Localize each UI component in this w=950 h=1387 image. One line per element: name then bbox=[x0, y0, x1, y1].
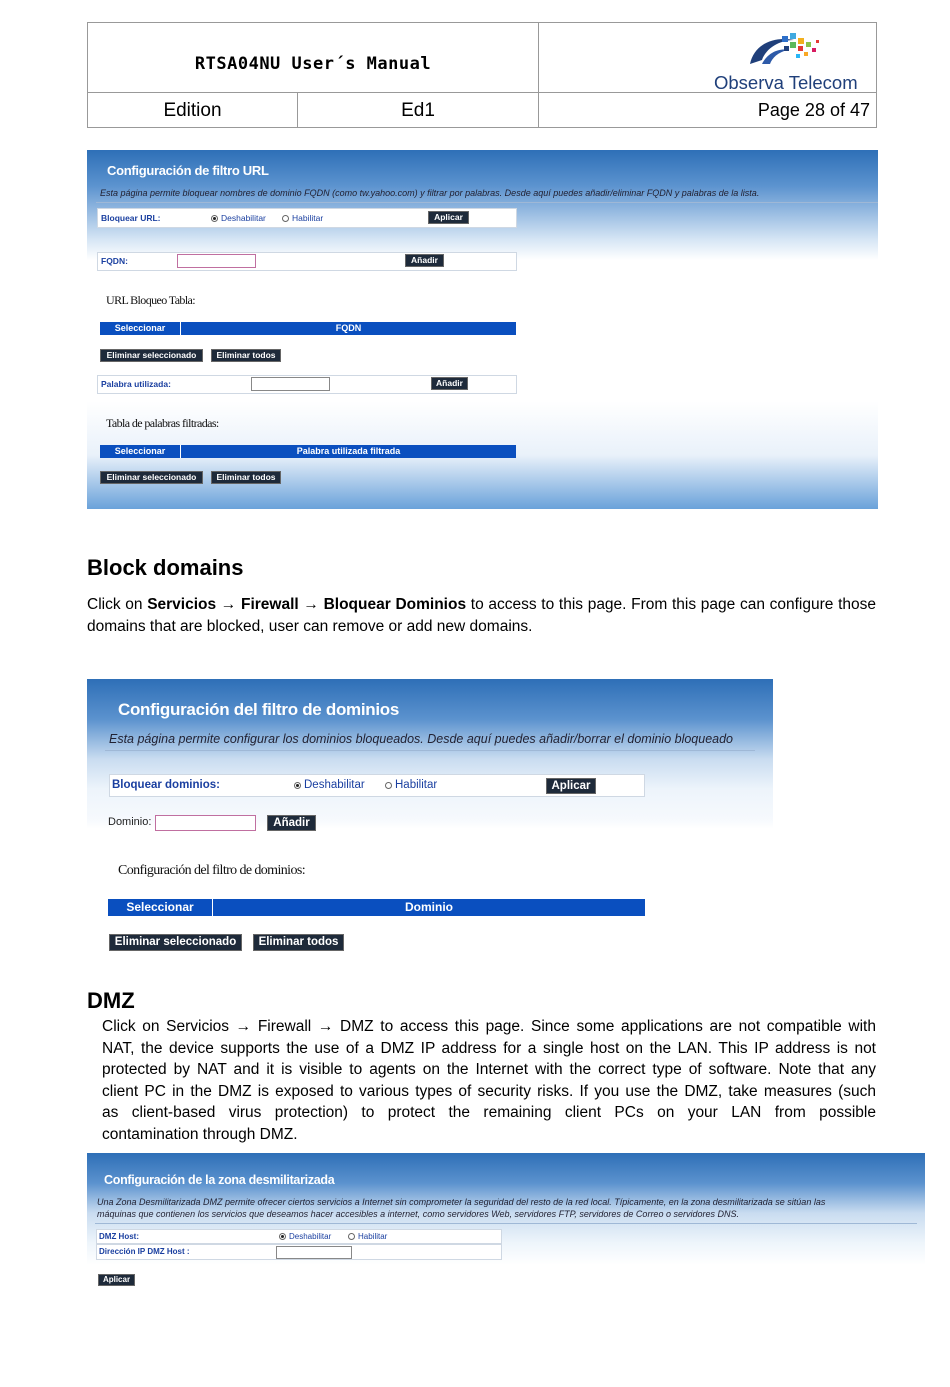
panel-description: Esta página permite bloquear nombres de dominio FQDN (como tw.yahoo.com) y filtrar por palabras. Desde aquí puedes añadir/eliminar FQDN y palabras de la lista. bbox=[100, 188, 760, 198]
dmz-host-label: DMZ Host: bbox=[99, 1232, 139, 1241]
delete-all-button[interactable]: Eliminar todos bbox=[253, 934, 344, 951]
text: Click on bbox=[87, 596, 148, 613]
text: to access to this page. From this page can configure those domains that are blocked, user can remove or add new domains. bbox=[87, 596, 877, 635]
divider bbox=[538, 23, 539, 127]
dmz-ip-label: Dirección IP DMZ Host : bbox=[99, 1247, 190, 1256]
menu-path: Bloquear Dominios bbox=[323, 596, 467, 613]
radio-label: Deshabilitar bbox=[304, 779, 365, 791]
fqdn-row bbox=[97, 252, 517, 271]
apply-button[interactable]: Aplicar bbox=[546, 778, 596, 794]
arrow: → bbox=[216, 596, 241, 613]
dmz-paragraph bbox=[102, 1016, 876, 1145]
arrow: → bbox=[298, 596, 324, 613]
panel-title: Configuración de filtro URL bbox=[107, 163, 269, 178]
delete-all-button[interactable]: Eliminar todos bbox=[211, 349, 281, 362]
dmz-screenshot bbox=[87, 1153, 925, 1265]
text-line: NAT, the device supports the use of a DMZ IP address for a single host on the LAN. This IP address is not bbox=[102, 1039, 876, 1057]
divider bbox=[96, 202, 878, 203]
radio-on-icon bbox=[211, 215, 218, 222]
radio-off-icon bbox=[348, 1233, 355, 1240]
radio-on-icon bbox=[294, 782, 301, 789]
add-domain-button[interactable]: Añadir bbox=[267, 815, 316, 831]
dmz-apply-button[interactable]: Aplicar bbox=[98, 1274, 135, 1286]
radio-off-icon bbox=[385, 782, 392, 789]
text-line: client PC in the DMZ is exposed to various types of security risks. If you use the DMZ, take measures (such bbox=[102, 1082, 876, 1100]
domain-table-header bbox=[108, 899, 645, 916]
radio-label: Deshabilitar bbox=[289, 1232, 332, 1241]
edition-value: Ed1 bbox=[401, 100, 435, 121]
block-domains-label: Bloquear dominios: bbox=[112, 779, 220, 791]
menu-path: Servicios bbox=[147, 596, 217, 613]
table-title: Configuración del filtro de dominios: bbox=[118, 863, 305, 878]
description-line: Una Zona Desmilitarizada DMZ permite ofrecer ciertos servicios a Internet sin comprometer la seguridad del resto de la red local. Típicamente, en la zona desmilitarizada se sitúan las bbox=[97, 1197, 826, 1207]
radio-label: Habilitar bbox=[395, 779, 438, 791]
column-header: Dominio bbox=[405, 900, 453, 914]
panel-description bbox=[97, 1197, 825, 1220]
page-number: Page 28 of 47 bbox=[757, 100, 870, 120]
panel-title: Configuración de la zona desmilitarizada bbox=[104, 1173, 335, 1187]
divider bbox=[105, 750, 755, 751]
column-header: Seleccionar bbox=[100, 445, 181, 458]
fqdn-input[interactable] bbox=[177, 254, 256, 268]
column-header: FQDN bbox=[335, 323, 362, 333]
table-title: URL Bloqueo Tabla: bbox=[106, 293, 196, 307]
add-fqdn-button[interactable]: Añadir bbox=[405, 254, 444, 267]
block-domains-paragraph bbox=[87, 594, 876, 637]
radio-label: Habilitar bbox=[292, 213, 324, 223]
column-header: Seleccionar bbox=[100, 322, 181, 335]
text-line: Click on Servicios → Firewall → DMZ to access this page. Since some applications are not compatible with bbox=[102, 1018, 876, 1035]
radio-label: Habilitar bbox=[358, 1232, 388, 1241]
table-title: Tabla de palabras filtradas: bbox=[106, 416, 219, 430]
radio-on-icon bbox=[279, 1233, 286, 1240]
manual-title: RTSA04NU User´s Manual bbox=[194, 54, 432, 74]
dmz-ip-input[interactable] bbox=[276, 1246, 352, 1259]
radio-disable[interactable] bbox=[294, 779, 365, 791]
edition-label: Edition bbox=[163, 100, 222, 121]
logo-text: Observa Telecom bbox=[714, 72, 858, 93]
divider bbox=[95, 1223, 917, 1224]
keyword-table-header bbox=[100, 445, 516, 458]
radio-off-icon bbox=[282, 215, 289, 222]
text-line: as client-based virus protection) to protect the remaining client PCs on your LAN from possible bbox=[102, 1104, 876, 1121]
delete-selected-button[interactable]: Eliminar seleccionado bbox=[100, 349, 203, 362]
delete-selected-button[interactable]: Eliminar seleccionado bbox=[109, 934, 242, 951]
keyword-label: Palabra utilizada: bbox=[101, 379, 171, 389]
text-line: contamination through DMZ. bbox=[102, 1125, 298, 1143]
radio-enable[interactable] bbox=[282, 213, 323, 223]
radio-disable[interactable] bbox=[279, 1232, 331, 1241]
fqdn-label: FQDN: bbox=[101, 256, 128, 266]
radio-label: Deshabilitar bbox=[221, 213, 266, 223]
apply-button[interactable]: Aplicar bbox=[428, 211, 469, 224]
panel-title: Configuración del filtro de dominios bbox=[118, 700, 400, 719]
observa-logo-icon bbox=[740, 30, 830, 78]
column-header: Palabra utilizada filtrada bbox=[296, 446, 401, 456]
domain-label: Dominio: bbox=[108, 816, 152, 828]
delete-selected-button[interactable]: Eliminar seleccionado bbox=[100, 471, 203, 484]
menu-path: Firewall bbox=[241, 596, 299, 613]
section-heading: DMZ bbox=[87, 988, 135, 1013]
text-line: protected by NAT and it is visible to agents on the Internet with the correct type of software. Note that any bbox=[102, 1061, 876, 1078]
add-keyword-button[interactable]: Añadir bbox=[431, 377, 468, 390]
column-header: Seleccionar bbox=[108, 899, 213, 916]
radio-enable[interactable] bbox=[385, 779, 437, 791]
fqdn-table-header bbox=[100, 322, 516, 335]
section-heading: Block domains bbox=[87, 555, 244, 580]
description-line: máquinas que contienen los servicios que deseamos hacer accesibles a internet, como servidores Web, servidores FTP, servidores de Correo o servidores DNS. bbox=[97, 1208, 739, 1219]
radio-disable[interactable] bbox=[211, 213, 266, 223]
domain-input[interactable] bbox=[155, 815, 256, 831]
keyword-input[interactable] bbox=[251, 377, 330, 391]
radio-enable[interactable] bbox=[348, 1232, 387, 1241]
url-filter-screenshot bbox=[87, 150, 878, 509]
domain-filter-screenshot bbox=[87, 679, 773, 954]
panel-description: Esta página permite configurar los dominios bloqueados. Desde aquí puedes añadir/borrar el dominio bloqueado bbox=[109, 732, 734, 746]
delete-all-button[interactable]: Eliminar todos bbox=[211, 471, 281, 484]
block-url-label: Bloquear URL: bbox=[101, 213, 161, 223]
